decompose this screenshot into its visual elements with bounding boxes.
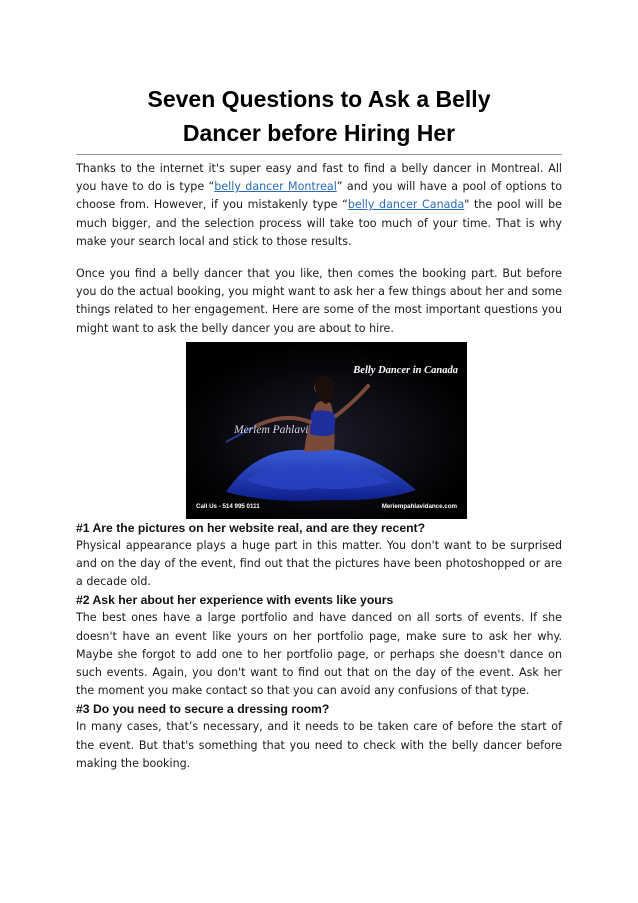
image-caption-title: Belly Dancer in Canada bbox=[353, 364, 458, 376]
belly-dancer-photo bbox=[186, 342, 467, 519]
link-belly-dancer-montreal[interactable]: belly dancer Montreal bbox=[214, 180, 337, 194]
question-2-text: The best ones have a large portfolio and have danced on all sorts of events. If she doesn't have an event like yours on her portfolio page, make sure to ask her why. Maybe she forgot to add one to her portfolio page, or perhaps she doesn't dance on such events. Again, you don't want to find out that on the day of the event. Ask her the moment you make contact so that you can avoid any confusions of that type. bbox=[76, 611, 562, 698]
title-line-1: Seven Questions to Ask a Belly bbox=[147, 86, 491, 112]
document-title bbox=[76, 82, 562, 155]
intro-text-b: ” and you will have a pool of options to choose from. However, if you mistakenly type “ bbox=[76, 180, 563, 212]
intro-paragraph-2: Once you find a belly dancer that you like, then comes the booking part. But before you do the actual booking, you might want to ask her a few things about her and some things related to her engagement. Here are some of the most important questions you might want to ask the belly dancer you are about to hire. bbox=[76, 267, 562, 335]
intro-text-c: " the pool will be much bigger, and the selection process will take too much of your time. That is why make your search local and stick to those results. bbox=[76, 198, 562, 248]
image-call-text: Call Us - 514 995 0111 bbox=[196, 502, 260, 510]
question-2-heading: #2 Ask her about her experience with events like yours bbox=[76, 593, 394, 608]
question-3-heading: #3 Do you need to secure a dressing room? bbox=[76, 702, 330, 717]
title-line-2: Dancer before Hiring Her bbox=[182, 120, 456, 146]
question-3-text: In many cases, that’s necessary, and it needs to be taken care of before the start of the event. But that's something that you need to check with the belly dancer before making the booking. bbox=[76, 720, 562, 770]
link-belly-dancer-canada[interactable]: belly dancer Canada bbox=[347, 198, 465, 212]
document-page bbox=[76, 82, 562, 773]
image-caption-name: Meriem Pahlavi bbox=[234, 423, 309, 436]
intro-paragraph-1 bbox=[76, 160, 562, 251]
question-1-text: Physical appearance plays a huge part in this matter. You don't want to be surprised and on the day of the event, find out that the pictures have been photoshopped or are a decade old. bbox=[76, 538, 562, 589]
image-website-text: Meriempahlavidance.com bbox=[381, 502, 457, 510]
question-1-heading: #1 Are the pictures on her website real, and are they recent? bbox=[76, 520, 426, 535]
intro-text-a: Thanks to the internet it's super easy and fast to find a belly dancer in Montreal. All you have to do is type “ bbox=[76, 162, 562, 194]
